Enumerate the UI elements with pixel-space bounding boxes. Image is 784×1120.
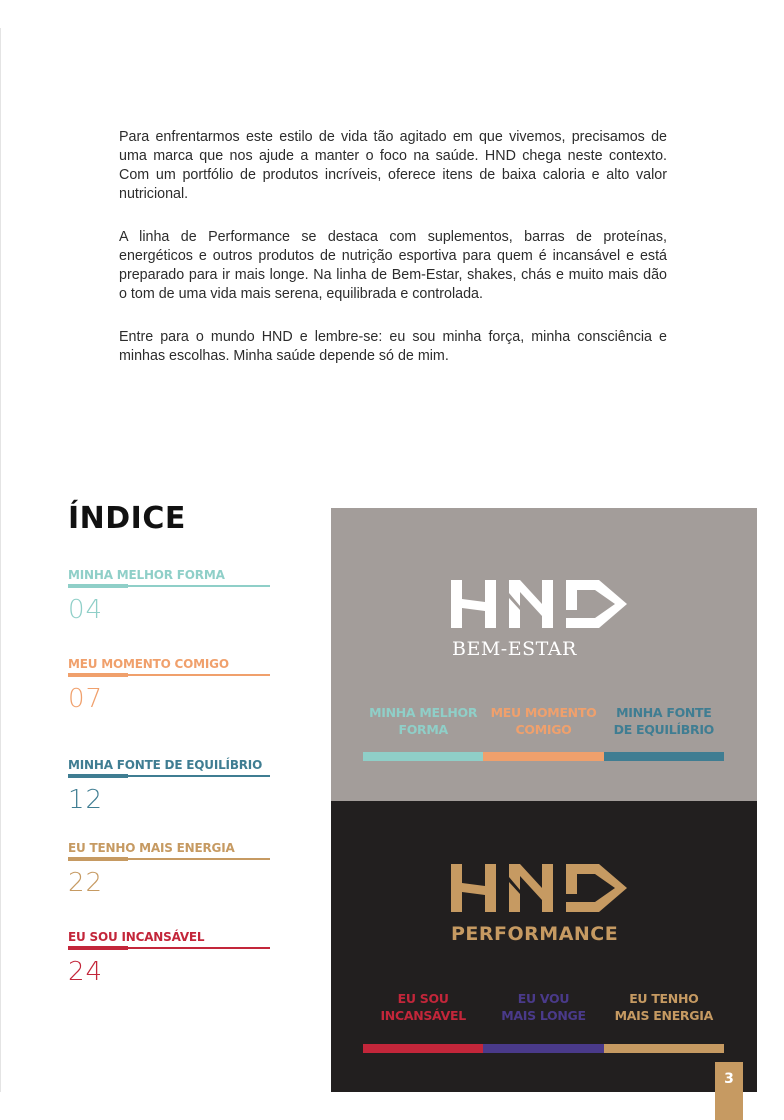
category-line: EU SOU (397, 991, 449, 1006)
category-line: EU VOU (517, 991, 570, 1006)
index-entry-page: 22 (68, 868, 104, 898)
index-entry-label: EU SOU INCANSÁVEL (68, 930, 205, 944)
hnd-logo (449, 576, 629, 632)
index-entry-rule (68, 947, 270, 949)
color-bar (363, 752, 483, 761)
category-line: EU TENHO (629, 991, 699, 1006)
category-label[interactable] (363, 704, 483, 738)
index-entry[interactable] (68, 657, 270, 714)
index-entry-page: 07 (68, 684, 104, 714)
intro-paragraph: Entre para o mundo HND e lembre-se: eu sou minha força, minha consciência e minhas escolhas. Minha saúde depende só de mim. (119, 329, 667, 364)
category-line: MINHA MELHOR (369, 705, 478, 720)
category-label[interactable] (483, 704, 603, 738)
category-line: COMIGO (515, 722, 572, 737)
index-entry-page: 04 (68, 595, 104, 625)
category-label[interactable] (604, 704, 724, 738)
index-entry-page: 12 (68, 785, 104, 815)
category-line: MAIS ENERGIA (614, 1008, 713, 1023)
intro-text (119, 128, 667, 390)
category-line: DE EQUILÍBRIO (613, 722, 715, 737)
page-edge-rule (0, 28, 1, 1092)
index-entry-page: 24 (68, 957, 104, 987)
index-entry-label: MINHA FONTE DE EQUILÍBRIO (68, 758, 263, 772)
hnd-logo-mark (451, 864, 627, 912)
performance-color-bars (363, 1044, 724, 1053)
bem-estar-color-bars (363, 752, 724, 761)
category-line: MEU MOMENTO (490, 705, 597, 720)
category-line: MINHA FONTE (616, 705, 712, 720)
intro-paragraph: Para enfrentarmos este estilo de vida tão agitado em que vivemos, precisamos de uma marca que nos ajude a manter o foco na saúde. HND chega neste contexto. Com um portfólio de produtos incríveis, oferece itens de baixa caloria e alto valor nutricional. (119, 129, 667, 202)
index-entry[interactable] (68, 841, 270, 898)
category-label[interactable] (483, 990, 603, 1024)
performance-categories (363, 990, 724, 1024)
index-title: ÍNDICE (68, 501, 186, 536)
index-entry-rule (68, 858, 270, 860)
category-line: MAIS LONGE (501, 1008, 586, 1023)
color-bar (363, 1044, 483, 1053)
index-entry-rule (68, 674, 270, 676)
hnd-logo (449, 860, 629, 916)
performance-subtitle: PERFORMANCE (451, 923, 619, 945)
color-bar (483, 752, 603, 761)
index-entry[interactable] (68, 930, 270, 987)
category-line: INCANSÁVEL (380, 1008, 466, 1023)
category-line: FORMA (398, 722, 448, 737)
bem-estar-panel (331, 508, 757, 801)
color-bar (604, 752, 724, 761)
index-entry-rule (68, 775, 270, 777)
hnd-logo-mark (451, 580, 627, 628)
index-entry[interactable] (68, 758, 270, 815)
index-entry-label: MEU MOMENTO COMIGO (68, 657, 229, 671)
color-bar (483, 1044, 603, 1053)
bem-estar-categories (363, 704, 724, 738)
intro-paragraph: A linha de Performance se destaca com suplementos, barras de proteínas, energéticos e outros produtos de nutrição esportiva para quem é incansável e está preparado para ir mais longe. Na linha de Bem-Estar, shakes, chás e muito mais dão o tom de uma vida mais serena, equilibrada e controlada. (119, 229, 667, 302)
category-label[interactable] (363, 990, 483, 1024)
page-number: 3 (715, 1062, 743, 1120)
index-entry-rule (68, 585, 270, 587)
bem-estar-subtitle: BEM-ESTAR (452, 638, 577, 660)
color-bar (604, 1044, 724, 1053)
index-entry-label: EU TENHO MAIS ENERGIA (68, 841, 235, 855)
category-label[interactable] (604, 990, 724, 1024)
index-entry[interactable] (68, 568, 270, 625)
index-entry-label: MINHA MELHOR FORMA (68, 568, 225, 582)
performance-panel (331, 801, 757, 1092)
